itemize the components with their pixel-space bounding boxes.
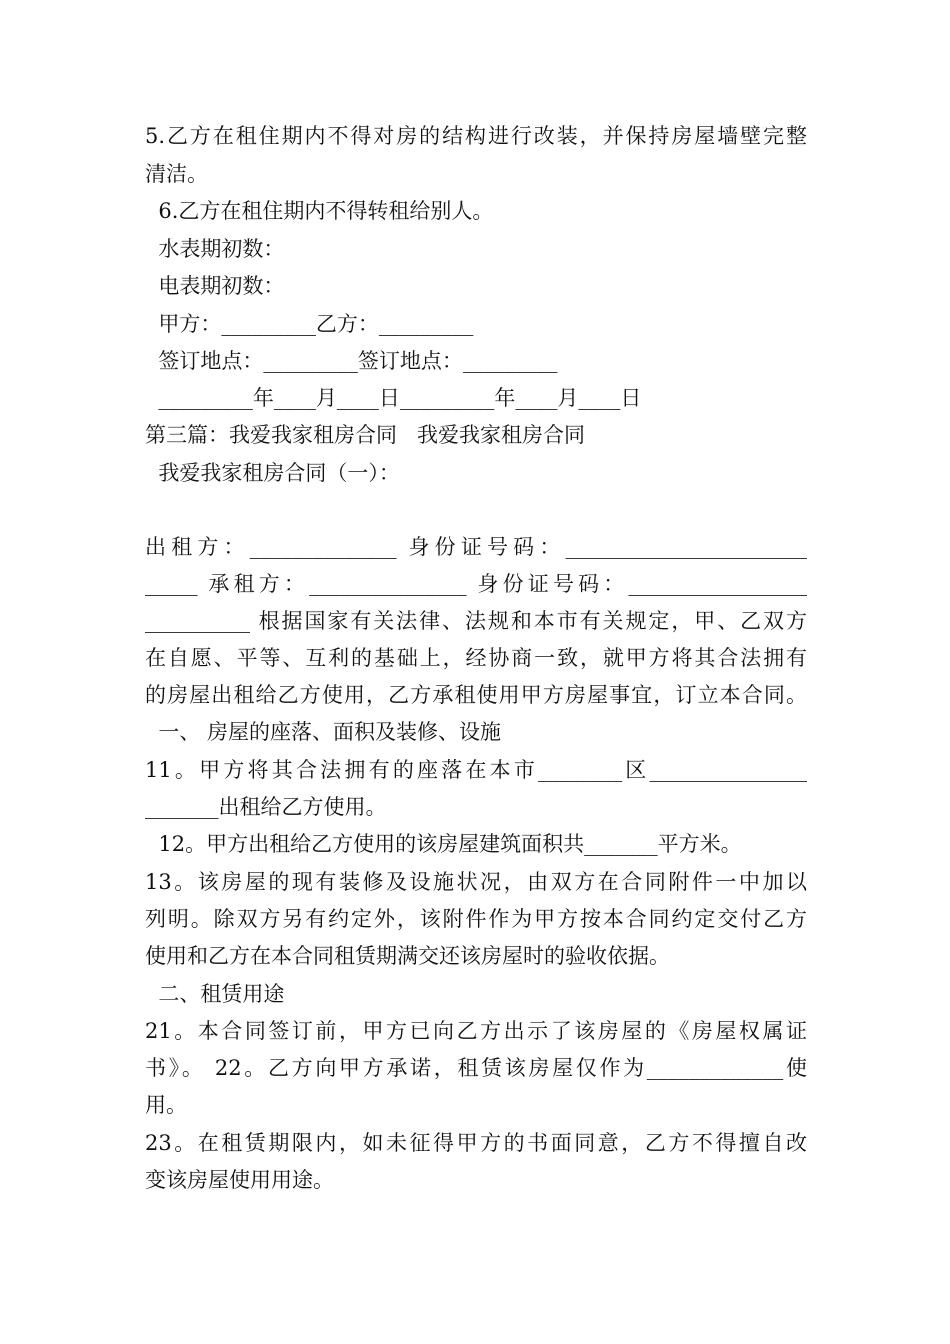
text-line: 13。该房屋的现有装修及设施状况，由双方在合同附件一中加以 [145, 870, 807, 894]
text-line: _____ 承租方：_______________ 身份证号码：_________________ [145, 572, 807, 596]
text-line: 使用和乙方在本合同租赁期满交还该房屋时的验收依据。 [145, 944, 670, 968]
text-line: 12。甲方出租给乙方使用的该房屋建筑面积共_______平方米。 [145, 832, 742, 856]
text-line: _________年____月____日_________年____月____日 [145, 386, 642, 410]
text-line: 一、 房屋的座落、面积及装修、设施 [145, 720, 502, 744]
text-line: 变该房屋使用用途。 [145, 1168, 334, 1192]
text-line: 21。本合同签订前，甲方已向乙方出示了该房屋的《房屋权属证 [145, 1019, 807, 1043]
text-line: 23。在租赁期限内，如未征得甲方的书面同意，乙方不得擅自改 [145, 1131, 807, 1155]
text-line: 清洁。 [145, 162, 208, 186]
text-line: 甲方：_________乙方：_________ [145, 312, 474, 336]
text-line: 5.乙方在租住期内不得对房的结构进行改装，并保持房屋墙壁完整 [145, 124, 807, 148]
text-line: 签订地点：_________签订地点：_________ [145, 349, 558, 373]
text-line: 出租方：______________ 身份证号码：_______________________ [145, 535, 807, 559]
text-line: 在自愿、平等、互利的基础上，经协商一致，就甲方将其合法拥有 [145, 646, 807, 670]
text-line: 11。甲方将其合法拥有的座落在本市________区_______________ [145, 758, 807, 782]
text-line: 书》。 22。乙方向甲方承诺，租赁该房屋仅作为_____________使 [145, 1056, 807, 1080]
text-line: 水表期初数： [145, 237, 285, 261]
text-line: 用。 [145, 1093, 187, 1117]
text-line: 我爱我家租房合同（一）： [145, 461, 400, 485]
text-line: _______出租给乙方使用。 [145, 795, 387, 819]
text-line: __________ 根据国家有关法律、法规和本市有关规定，甲、乙双方 [145, 609, 807, 633]
text-line: 二、租赁用途 [145, 982, 285, 1006]
text-line: 列明。除双方另有约定外，该附件作为甲方按本合同约定交付乙方 [145, 907, 807, 931]
section-heading: 第三篇：我爱我家租房合同 我爱我家租房合同 [145, 423, 586, 447]
text-line: 的房屋出租给乙方使用，乙方承租使用甲方房屋事宜，订立本合同。 [145, 683, 807, 707]
text-line: 6.乙方在租住期内不得转租给别人。 [145, 199, 494, 223]
text-line: 电表期初数： [145, 274, 285, 298]
